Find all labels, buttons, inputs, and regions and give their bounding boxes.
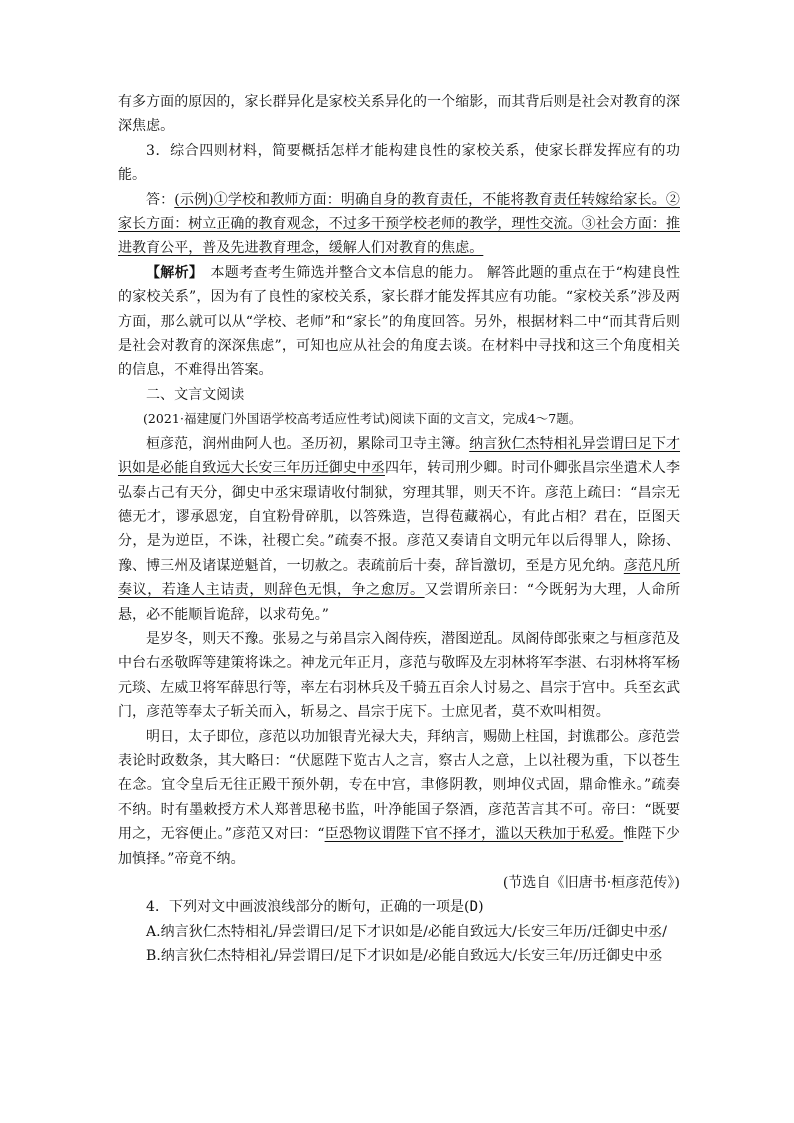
- answer-label: 答：: [146, 191, 175, 208]
- passage-paragraph-1: [118, 432, 680, 627]
- p1-text-b: 四年，转司刑少卿。时司仆卿张昌宗坐遣术人李弘泰占己有天分，御史中丞宋璟请收付制狱，穷理其罪，则天不许。彦范上疏曰：“昌宗无德无才，谬承恩宠，自宜粉骨碎肌，以答殊造，岂得苞藏祸心，有此占相？君在，臣图天分，是为逆臣，不诛，社稷亡矣。”疏奏不报。彦范又奏请自文明元年以后得罪人，除扬、豫、博三州及诸谋逆魁首，一切赦之。表疏前后十奏，辞旨激切，至是方见允纳。: [118, 460, 681, 574]
- intro-tail-paragraph: 有多方面的原因的，家长群异化是家校关系异化的一个缩影，而其背后则是社会对教育的深深焦虑。: [118, 94, 680, 135]
- p3-text-b: 惟陛下少加慎择。”帝竟不纳。: [118, 826, 680, 867]
- q4-answer: D: [469, 899, 479, 916]
- p1-wavy-line: 纳言狄仁杰特相礼异尝谓曰足下才识如是必能自致远大长安三年历迁御史中丞: [118, 435, 681, 477]
- passage-paragraph-3: [118, 725, 680, 871]
- document-body: [118, 90, 680, 969]
- section-heading-classical: 二、文言文阅读: [146, 386, 245, 403]
- analysis-text: 本题考查考生筛选并整合文本信息的能力。 解答此题的重点在于“构建良性的家校关系”，因为有了良性的家校关系，家长群才能发挥其应有功能。“家校关系”涉及两方面，那么就可以从“学校、老师”和“家长”的角度回答。另外，根据材料二中“而其背后则是社会对教育的深深焦虑”，可知也应从社会的角度去谈。在材料中寻找和这三个角度相关的信息，不难得出答案。: [118, 264, 681, 379]
- analysis-tag: 【解析】: [146, 264, 197, 281]
- p1-text-c: 又尝谓所亲曰：“今既躬为大理，人命所悬，必不能顺旨诡辞，以求苟免。”: [118, 582, 680, 623]
- analysis-paragraph: [118, 261, 680, 383]
- p3-underline: 臣恐物议谓陛下官不择才，滥以天秩加于私爱。: [324, 826, 624, 843]
- p1-text-a: 桓彦范，润州曲阿人也。圣历初，累除司卫寺主簿。: [146, 435, 470, 452]
- answer-3: [118, 188, 680, 261]
- q4-stem-close: ): [478, 899, 484, 916]
- q4-stem: 4．下列对文中画波浪线部分的断句，正确的一项是(: [146, 899, 470, 916]
- p3-text-a: 明日，太子即位，彦范以功加银青光禄大夫，拜纳言，赐勋上柱国，封谯郡公。彦范尝表论时政数条，其大略曰：“伏愿陛下览古人之言，察古人之意，上以社稷为重，下以苍生在念。宜令皇后无往正殿干预外朝，专在中宫，聿修阴教，则坤仪式固，鼎命惟永。”疏奏不纳。时有墨敕授方术人郑普思秘书监，叶净能国子祭酒，彦范苦言其不可。帝曰：“既要用之，无容便止。”彦范又对曰：“: [118, 728, 680, 843]
- source-line: (2021·福建厦门外国语学校高考适应性考试)阅读下面的文言文，完成4～7题。: [143, 411, 582, 427]
- option-a: A.纳言狄仁杰特相礼/异尝谓曰/足下才识如是/必能自致远大/长安三年历/迁御史中丞/: [146, 923, 667, 940]
- p1-underline: 彦范凡所奏议，若逢人主诘责，则辞色无惧，争之愈厉。: [118, 557, 681, 599]
- passage-source: (节选自《旧唐书·桓彦范传》): [502, 875, 680, 891]
- passage-paragraph-2: 是岁冬，则天不豫。张易之与弟昌宗入阁侍疾，潜图逆乱。凤阁侍郎张柬之与桓彦范及中台右丞敬晖等建策将诛之。神龙元年正月，彦范与敬晖及左羽林将军李湛、右羽林将军杨元琰、左威卫将军薛思行等，率左右羽林兵及千骑五百余人讨易之、昌宗于宫中。兵至玄武门，彦范等奉太子斩关而入，斩易之、昌宗于庑下。士庶见者，莫不欢叫相贺。: [118, 630, 680, 721]
- answer-3-text: (示例)①学校和教师方面：明确自身的教育责任，不能将教育责任转嫁给家长。②家长方面：树立正确的教育观念，不过多干预学校老师的教学，理性交流。③社会方面：推进教育公平，普及先进教育理念，缓解人们对教育的焦虑。: [118, 191, 680, 257]
- question-3: 3．综合四则材料，简要概括怎样才能构建良性的家校关系，使家长群发挥应有的功能。: [118, 142, 680, 184]
- option-b: B.纳言狄仁杰特相礼/异尝谓曰/足下才识如是/必能自致远大/长安三年/历迁御史中丞: [146, 948, 663, 965]
- question-4: [118, 895, 680, 919]
